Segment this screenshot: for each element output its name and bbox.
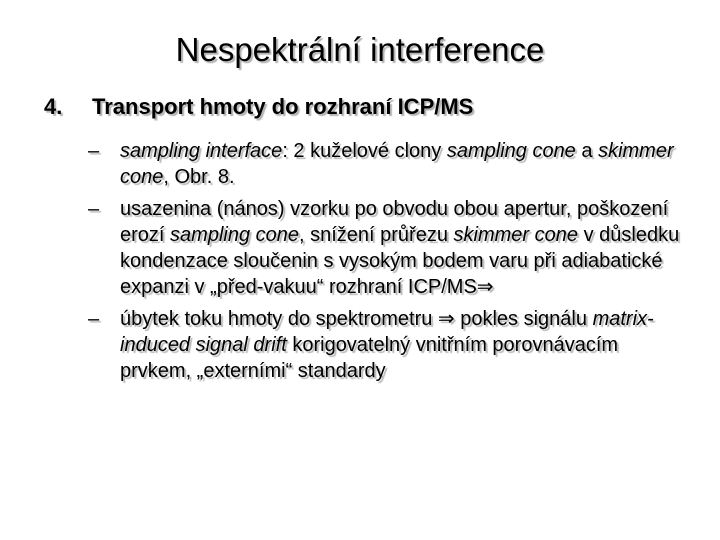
item-seg: matrix-induced signal drift [120,308,654,356]
bullet-dash: – [88,140,100,162]
list-item [88,306,688,384]
item-seg: skimmer cone [120,140,674,188]
item-seg: usazenina (nános) vzorku po obvodu obou apertur, poškození erozí [120,198,669,246]
list-item [88,196,688,300]
section-number: 4. [44,94,63,119]
item-seg: korigovatelný vnitřním porovnávacím prvkem, „externími“ standardy [120,334,619,382]
item-seg: sampling cone [446,140,576,162]
section-heading [44,92,473,122]
item-seg: skimmer cone [453,224,579,246]
item-seg: sampling cone [170,224,299,246]
item-seg: , Obr. 8. [163,166,235,188]
bullet-dash: – [88,308,100,330]
item-seg: úbytek toku hmoty do spektrometru ⇒ pokles signálu [120,308,593,330]
item-seg: : 2 kuželové clony [282,140,447,162]
item-seg: v důsledku kondenzace sloučenin s vysokým bodem varu při adiabatické expanzi v „před-vakuu“ rozhraní ICP/MS⇒ [120,224,680,298]
list-item [88,138,688,190]
bullet-list [88,138,688,390]
slide-title: Nespektrální interference [175,31,545,68]
item-seg: a [575,140,599,162]
section-heading-text: Transport hmoty do rozhraní ICP/MS [92,94,474,119]
item-seg: , snížení průřezu [299,224,454,246]
item-seg: sampling interface [120,140,283,162]
bullet-dash: – [88,198,100,220]
